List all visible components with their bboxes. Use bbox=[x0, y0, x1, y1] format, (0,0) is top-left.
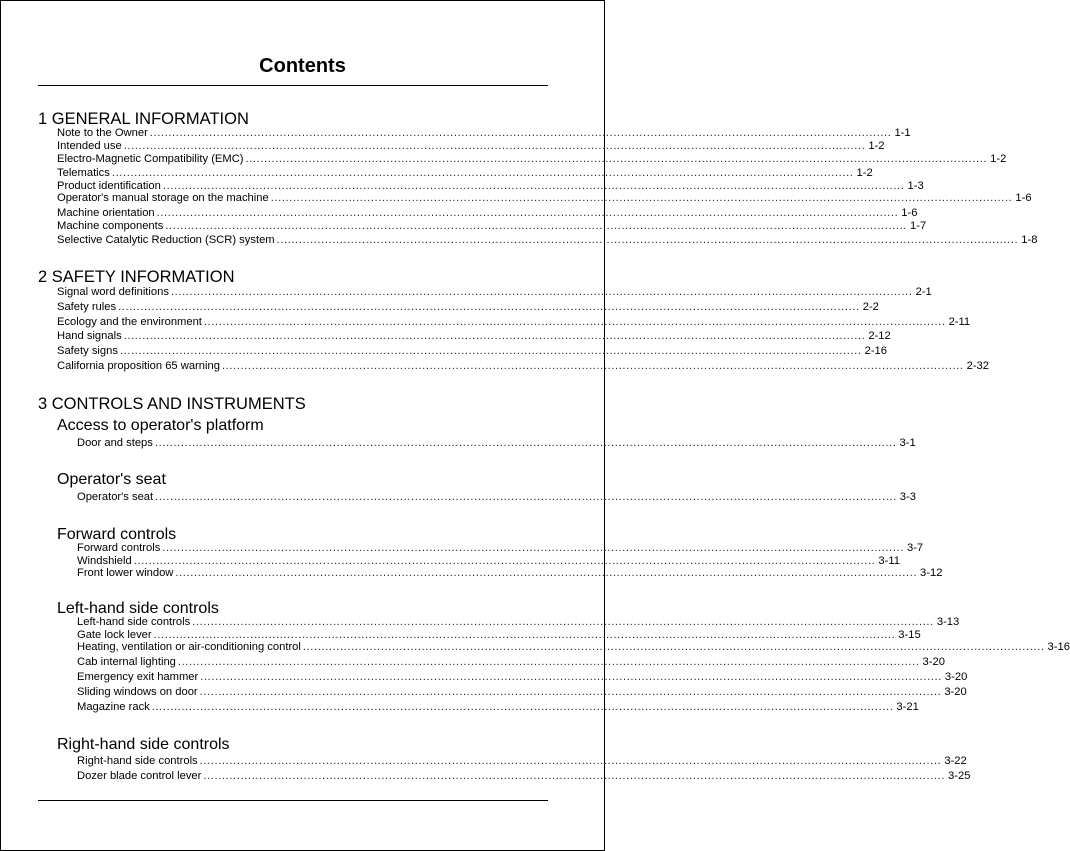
toc-entry-page: 3-7 bbox=[906, 542, 924, 554]
toc-entry-label: California proposition 65 warning bbox=[57, 360, 220, 372]
toc-entry[interactable] bbox=[57, 234, 1038, 247]
dot-leader: ........................................................................................................................................................................................................ bbox=[149, 127, 892, 139]
toc-entry[interactable] bbox=[57, 207, 918, 220]
page-title: Contents bbox=[259, 55, 346, 77]
toc-entry-label: Emergency exit hammer bbox=[77, 671, 199, 683]
toc-entry-label: Safety signs bbox=[57, 345, 118, 357]
section-heading-general-information: 1 GENERAL INFORMATION bbox=[38, 110, 249, 128]
subsection-heading-access-to-operators-platform: Access to operator's platform bbox=[57, 417, 264, 434]
toc-entry-label: Machine components bbox=[57, 220, 164, 232]
dot-leader: ........................................................................................................................................................................................................ bbox=[111, 167, 854, 179]
dot-leader: ........................................................................................................................................................................................................ bbox=[192, 616, 934, 628]
toc-entry-page: 3-20 bbox=[922, 656, 945, 668]
top-rule bbox=[38, 85, 548, 86]
toc-entry[interactable] bbox=[57, 140, 885, 153]
toc-entry-page: 3-11 bbox=[878, 555, 900, 567]
section-heading-controls-and-instruments: 3 CONTROLS AND INSTRUMENTS bbox=[38, 395, 306, 413]
dot-leader: ........................................................................................................................................................................................................ bbox=[199, 686, 942, 698]
toc-entry-label: Product identification bbox=[57, 180, 161, 192]
dot-leader: ........................................................................................................................................................................................................ bbox=[156, 207, 899, 219]
toc-entry-page: 2-1 bbox=[915, 286, 932, 298]
toc-entry[interactable] bbox=[57, 286, 932, 299]
toc-entry-page: 3-3 bbox=[899, 491, 916, 503]
dot-leader: ........................................................................................................................................................................................................ bbox=[165, 220, 907, 232]
toc-entry[interactable] bbox=[77, 770, 971, 783]
toc-entry-page: 1-2 bbox=[990, 153, 1007, 165]
toc-entry[interactable] bbox=[57, 330, 891, 343]
toc-entry[interactable] bbox=[57, 345, 888, 358]
toc-entry-label: Safety rules bbox=[57, 301, 117, 313]
toc-entry-page: 1-6 bbox=[901, 207, 918, 219]
dot-leader: ........................................................................................................................................................................................................ bbox=[162, 542, 904, 554]
dot-leader: ........................................................................................................................................................................................................ bbox=[155, 491, 897, 503]
toc-entry-label: Windshield bbox=[77, 555, 132, 567]
subsection-heading-right-hand-side-controls: Right-hand side controls bbox=[57, 736, 230, 753]
toc-entry[interactable] bbox=[57, 153, 1007, 166]
toc-entry-page: 3-21 bbox=[896, 701, 919, 713]
toc-entry-label: Note to the Owner bbox=[57, 127, 148, 139]
toc-entry-page: 1-2 bbox=[856, 167, 873, 179]
toc-entry[interactable] bbox=[57, 301, 879, 314]
toc-entry-page: 2-16 bbox=[864, 345, 888, 357]
dot-leader: ........................................................................................................................................................................................................ bbox=[133, 555, 876, 567]
toc-entry-label: Signal word definitions bbox=[57, 286, 169, 298]
dot-leader: ........................................................................................................................................................................................................ bbox=[245, 153, 988, 165]
dot-leader: ........................................................................................................................................................................................................ bbox=[175, 567, 918, 579]
toc-entry-page: 1-3 bbox=[907, 180, 924, 192]
toc-entry-label: Magazine rack bbox=[77, 701, 150, 713]
toc-entry-page: 1-6 bbox=[1015, 192, 1032, 204]
toc-entry-label: Dozer blade control lever bbox=[77, 770, 202, 782]
toc-entry-label: Telematics bbox=[57, 167, 110, 179]
toc-entry-label: Machine orientation bbox=[57, 207, 155, 219]
toc-entry[interactable] bbox=[77, 567, 943, 580]
toc-entry[interactable] bbox=[77, 701, 919, 714]
dot-leader: ........................................................................................................................................................................................................ bbox=[151, 701, 894, 713]
bottom-rule bbox=[38, 800, 548, 801]
toc-entry[interactable] bbox=[77, 437, 916, 450]
toc-entry-label: Ecology and the environment bbox=[57, 316, 202, 328]
toc-entry-label: Door and steps bbox=[77, 437, 153, 449]
toc-entry[interactable] bbox=[57, 167, 873, 180]
dot-leader: ........................................................................................................................................................................................................ bbox=[199, 755, 942, 767]
toc-entry[interactable] bbox=[77, 542, 924, 555]
toc-entry-label: Heating, ventilation or air-conditioning control bbox=[77, 641, 301, 653]
dot-leader: ........................................................................................................................................................................................................ bbox=[200, 671, 942, 683]
dot-leader: ........................................................................................................................................................................................................ bbox=[118, 301, 860, 313]
toc-entry-label: Hand signals bbox=[57, 330, 122, 342]
toc-entry[interactable] bbox=[77, 616, 960, 629]
dot-leader: ........................................................................................................................................................................................................ bbox=[203, 770, 946, 782]
dot-leader: ........................................................................................................................................................................................................ bbox=[270, 192, 1013, 204]
toc-entry[interactable] bbox=[57, 220, 927, 233]
toc-entry-page: 3-25 bbox=[948, 770, 971, 782]
toc-entry-label: Electro-Magnetic Compatibility (EMC) bbox=[57, 153, 244, 165]
dot-leader: ........................................................................................................................................................................................................ bbox=[123, 140, 866, 152]
toc-entry-page: 1-7 bbox=[910, 220, 927, 232]
toc-entry[interactable] bbox=[57, 316, 971, 329]
toc-entry-label: Cab internal lighting bbox=[77, 656, 176, 668]
toc-entry-label: Intended use bbox=[57, 140, 122, 152]
toc-entry-page: 1-1 bbox=[894, 127, 911, 139]
toc-entry-label: Sliding windows on door bbox=[77, 686, 198, 698]
toc-entry-label: Gate lock lever bbox=[77, 629, 152, 641]
toc-entry-page: 2-12 bbox=[868, 330, 891, 342]
toc-entry-label: Forward controls bbox=[77, 542, 161, 554]
dot-leader: ........................................................................................................................................................................................................ bbox=[170, 286, 913, 298]
toc-entry[interactable] bbox=[77, 491, 916, 504]
toc-entry[interactable] bbox=[77, 671, 968, 684]
toc-entry-page: 3-12 bbox=[920, 567, 943, 579]
dot-leader: ........................................................................................................................................................................................................ bbox=[153, 629, 896, 641]
toc-entry-page: 2-32 bbox=[966, 360, 989, 372]
toc-entry[interactable] bbox=[77, 641, 1070, 654]
toc-entry-page: 1-8 bbox=[1021, 234, 1038, 246]
dot-leader: ........................................................................................................................................................................................................ bbox=[302, 641, 1045, 653]
subsection-heading-left-hand-side-controls: Left-hand side controls bbox=[57, 600, 219, 617]
toc-entry[interactable] bbox=[77, 755, 967, 768]
dot-leader: ........................................................................................................................................................................................................ bbox=[154, 437, 897, 449]
toc-entry-page: 2-11 bbox=[948, 316, 971, 328]
toc-entry-label: Left-hand side controls bbox=[77, 616, 191, 628]
toc-entry-page: 3-1 bbox=[899, 437, 916, 449]
toc-entry-label: Right-hand side controls bbox=[77, 755, 198, 767]
toc-entry-page: 2-2 bbox=[862, 301, 879, 313]
toc-entry-page: 3-20 bbox=[944, 671, 968, 683]
toc-entry[interactable] bbox=[77, 656, 945, 669]
toc-entry-label: Selective Catalytic Reduction (SCR) system bbox=[57, 234, 275, 246]
toc-entry-page: 3-15 bbox=[898, 629, 921, 641]
toc-entry-label: Front lower window bbox=[77, 567, 174, 579]
section-heading-safety-information: 2 SAFETY INFORMATION bbox=[38, 268, 235, 286]
dot-leader: ........................................................................................................................................................................................................ bbox=[276, 234, 1019, 246]
dot-leader: ........................................................................................................................................................................................................ bbox=[162, 180, 905, 192]
toc-entry-page: 3-22 bbox=[944, 755, 967, 767]
toc-entry-page: 3-16 bbox=[1047, 641, 1070, 653]
dot-leader: ........................................................................................................................................................................................................ bbox=[203, 316, 946, 328]
toc-entry-page: 3-20 bbox=[944, 686, 967, 698]
dot-leader: ........................................................................................................................................................................................................ bbox=[177, 656, 920, 668]
toc-entry[interactable] bbox=[57, 192, 1032, 205]
toc-entry[interactable] bbox=[57, 127, 911, 140]
subsection-heading-forward-controls: Forward controls bbox=[57, 526, 177, 543]
toc-entry-label: Operator's seat bbox=[77, 491, 154, 503]
toc-entry[interactable] bbox=[57, 360, 989, 373]
dot-leader: ........................................................................................................................................................................................................ bbox=[123, 330, 866, 342]
toc-entry-label: Operator's manual storage on the machine bbox=[57, 192, 269, 204]
toc-entry[interactable] bbox=[77, 686, 967, 699]
subsection-heading-operators-seat: Operator's seat bbox=[57, 471, 166, 488]
toc-entry-page: 1-2 bbox=[868, 140, 885, 152]
dot-leader: ........................................................................................................................................................................................................ bbox=[119, 345, 862, 357]
toc-entry-page: 3-13 bbox=[936, 616, 960, 628]
dot-leader: ........................................................................................................................................................................................................ bbox=[221, 360, 964, 372]
